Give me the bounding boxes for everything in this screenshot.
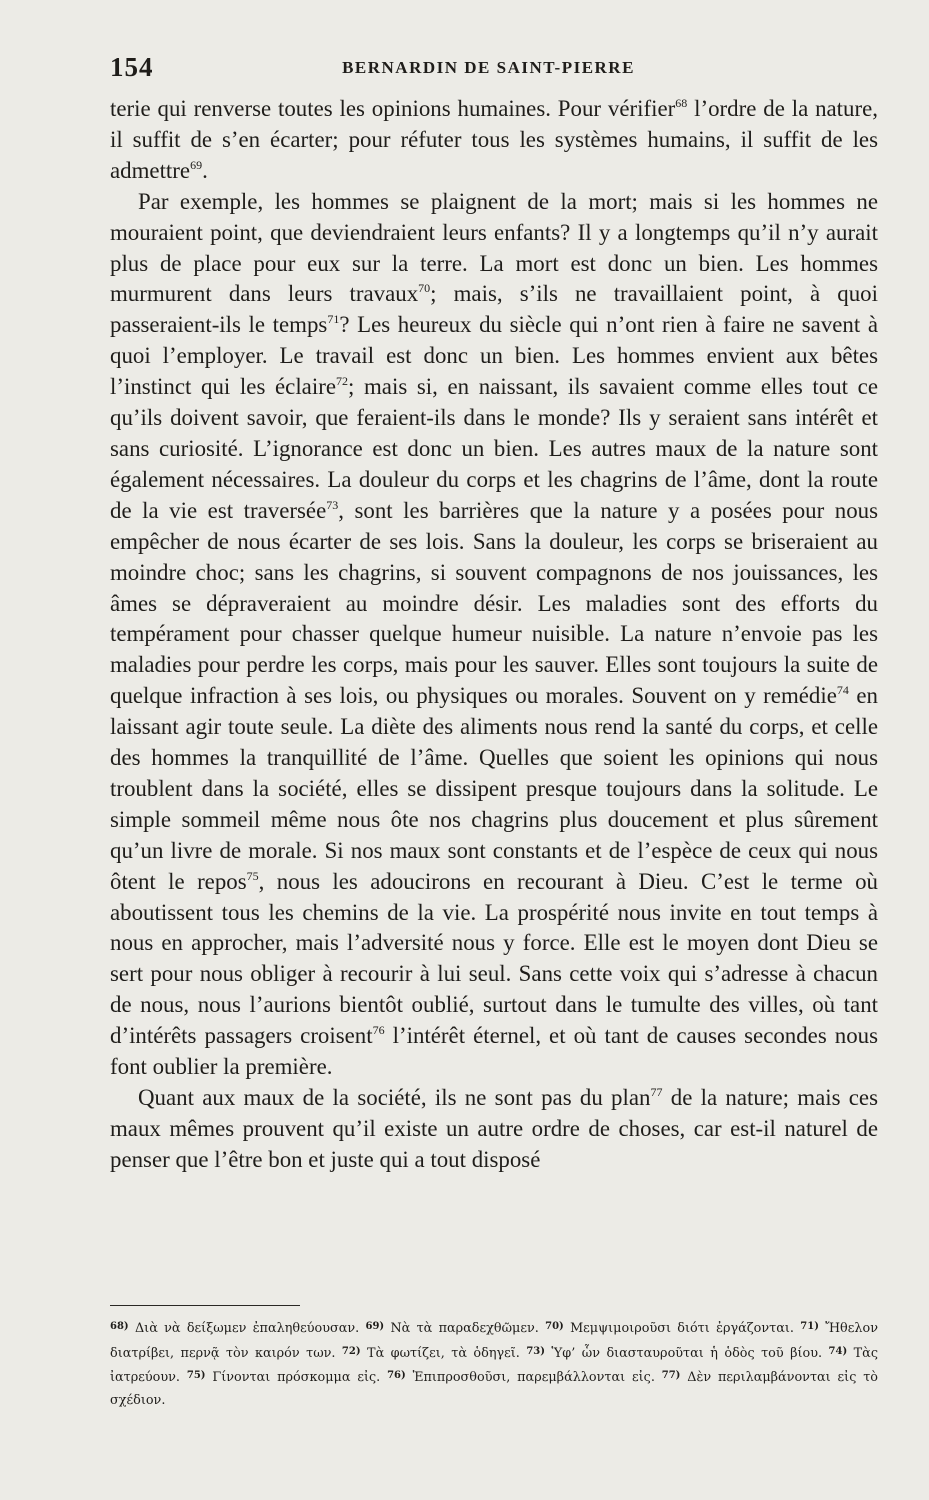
text-run: ? Les heureux du siècle qui n’ont rien à faire ne savent à quoi l’employer. Le travail est donc un bien. Les hommes envient aux bêtes l’instinct qui les éclaire	[110, 312, 878, 400]
footnote-text: Ἐπιπροσθοῦσι, παρεμβάλλονται εἰς.	[405, 1370, 662, 1386]
paragraph	[110, 94, 878, 187]
footnote-reference: 71	[327, 312, 340, 327]
footnote-number: 77)	[661, 1370, 681, 1382]
footnote-reference: 72	[335, 374, 348, 389]
footnote	[526, 1346, 828, 1361]
paragraph	[110, 1083, 878, 1176]
footnote	[387, 1370, 662, 1385]
footnote-reference: 69	[190, 157, 203, 172]
footnote-number: 68)	[110, 1321, 129, 1332]
text-run: , nous les adoucirons en recourant à Dieu. C’est le terme où aboutissent tous les chemins de la vie. La prospérité nous invite en tout temps à nous en approcher, mais l’adversité nous y force. Elle est le moyen dont Dieu se sert pour nous obliger à recourir à lui seul. Sans cette voix qui s’adresse à chacun de nous, nous l’aurions bientôt oublié, surtout dans le tumulte des villes, où tant d’intérêts passagers croisent	[110, 868, 878, 1049]
footnote	[110, 1321, 366, 1336]
body-text	[110, 94, 878, 1176]
paragraph	[110, 187, 878, 1083]
footnote-number: 70)	[545, 1321, 564, 1332]
footnote-text: Διὰ νὰ δείξωμεν ἐπαληθεύουσαν.	[128, 1321, 366, 1336]
footnote-reference: 73	[326, 497, 339, 512]
footnote-text: Νὰ τὰ παραδεχθῶμεν.	[384, 1321, 546, 1336]
footnotes	[110, 1316, 878, 1412]
footnote-text: Ὑφ’ ὧν διασταυροῦται ἡ ὁδὸς τοῦ βίου.	[544, 1345, 829, 1361]
text-run: ; mais si, en naissant, ils savaient comme elles tout ce qu’ils doivent savoir, que feraient-ils dans le monde? Ils y seraient sans intérêt et sans curiosité. L’ignorance est donc un bien. Les autres maux de la nature sont également nécessaires. La douleur du corps et les chagrins de l’âme, dont la route de la vie est traversée	[110, 374, 878, 523]
text-run: Par exemple, les hommes se plaignent de la mort; mais si les hommes ne mouraient point, que deviendraient leurs enfants? Il y a longtemps qu’il n’y aurait plus de place pour eux sur la terre. La mort est donc un bien. Les hommes murmurent dans leurs travaux	[110, 188, 878, 307]
running-title: BERNARDIN DE SAINT-PIERRE	[342, 58, 635, 77]
footnote-number: 72)	[341, 1345, 361, 1357]
text-run: l’ordre de la nature, il suffit de s’en écarter; pour réfuter tous les systèmes humains, il suffit de les admettre	[110, 96, 878, 183]
footnote-number: 69)	[365, 1321, 385, 1332]
footnote-reference: 70	[418, 281, 431, 296]
text-run: .	[202, 157, 208, 183]
text-run: en laissant agir toute seule. La diète des aliments nous rend la santé du corps, et celle des hommes la tranquillité de l’âme. Quelles que soient les opinions qui nous troublent dans la société, elles se dissipent presque toujours dans la solitude. Le simple sommeil même nous ôte nos chagrins plus doucement et plus sûrement qu’un livre de morale. Si nos maux sont constants et de l’espèce de ceux qui nous ôtent le repos	[110, 683, 879, 894]
footnote-reference: 75	[246, 868, 259, 883]
footnote	[187, 1370, 387, 1385]
footnote-number: 74)	[828, 1345, 848, 1357]
text-run: ; mais, s’ils ne travaillaient point, à quoi passeraient-ils le temps	[110, 281, 878, 338]
footnote-reference: 77	[650, 1085, 663, 1099]
footnote-number: 71)	[800, 1321, 819, 1332]
text-run: Quant aux maux de la société, ils ne sont pas du plan	[138, 1085, 651, 1110]
text-run: , sont les barrières que la nature y a posées pour nous empêcher de nous écarter de ses lois. Sans la douleur, les corps se briseraient au moindre choc; sans les chagrins, si souvent compagnons de nos jouissances, les âmes se dépraveraient au moindre désir. Les maladies sont des efforts du tempérament pour chasser quelque humeur nuisible. La nature n’envoie pas les maladies pour perdre les corps, mais pour les sauver. Elles sont toujours la suite de quelque infraction à ses lois, ou physiques ou morales. Souvent on y remédie	[110, 497, 878, 709]
page-number: 154	[110, 52, 154, 82]
footnote	[545, 1321, 800, 1336]
footnote-reference: 76	[372, 1023, 385, 1038]
footnote-reference: 68	[675, 96, 688, 110]
text-run: de la nature; mais ces maux mêmes prouvent qu’il existe un autre ordre de choses, car est-il naturel de penser que l’être bon et juste qui a tout disposé	[110, 1085, 878, 1172]
footnote	[342, 1346, 526, 1361]
footnote-number: 76)	[387, 1370, 406, 1382]
footnote-rule	[110, 1305, 300, 1306]
text-run: terie qui renverse toutes les opinions humaines. Pour vérifier	[110, 96, 676, 121]
footnote-text: Ἤθελον διατρίβει, περνᾷ τὸν καιρόν των.	[110, 1321, 878, 1361]
footnote-text: Τὰς ἰατρεύουν.	[110, 1345, 878, 1386]
footnote-number: 73)	[526, 1345, 545, 1357]
footnote	[366, 1321, 546, 1336]
text-run: l’intérêt éternel, et où tant de causes secondes nous font oublier la première.	[110, 1023, 878, 1080]
footnote-number: 75)	[186, 1370, 206, 1382]
page-header	[110, 52, 867, 86]
footnote-reference: 74	[836, 683, 849, 698]
footnote-text: Τὰ φωτίζει, τὰ ὁδηγεῖ.	[360, 1345, 527, 1361]
footnote-text: Δὲν περιλαμβάνονται εἰς τὸ σχέδιον.	[110, 1370, 878, 1408]
footnote-text: Γίνονται πρόσκομμα εἰς.	[205, 1370, 388, 1386]
footnote-text: Μεμψιμοιροῦσι διότι ἐργάζονται.	[563, 1321, 801, 1336]
